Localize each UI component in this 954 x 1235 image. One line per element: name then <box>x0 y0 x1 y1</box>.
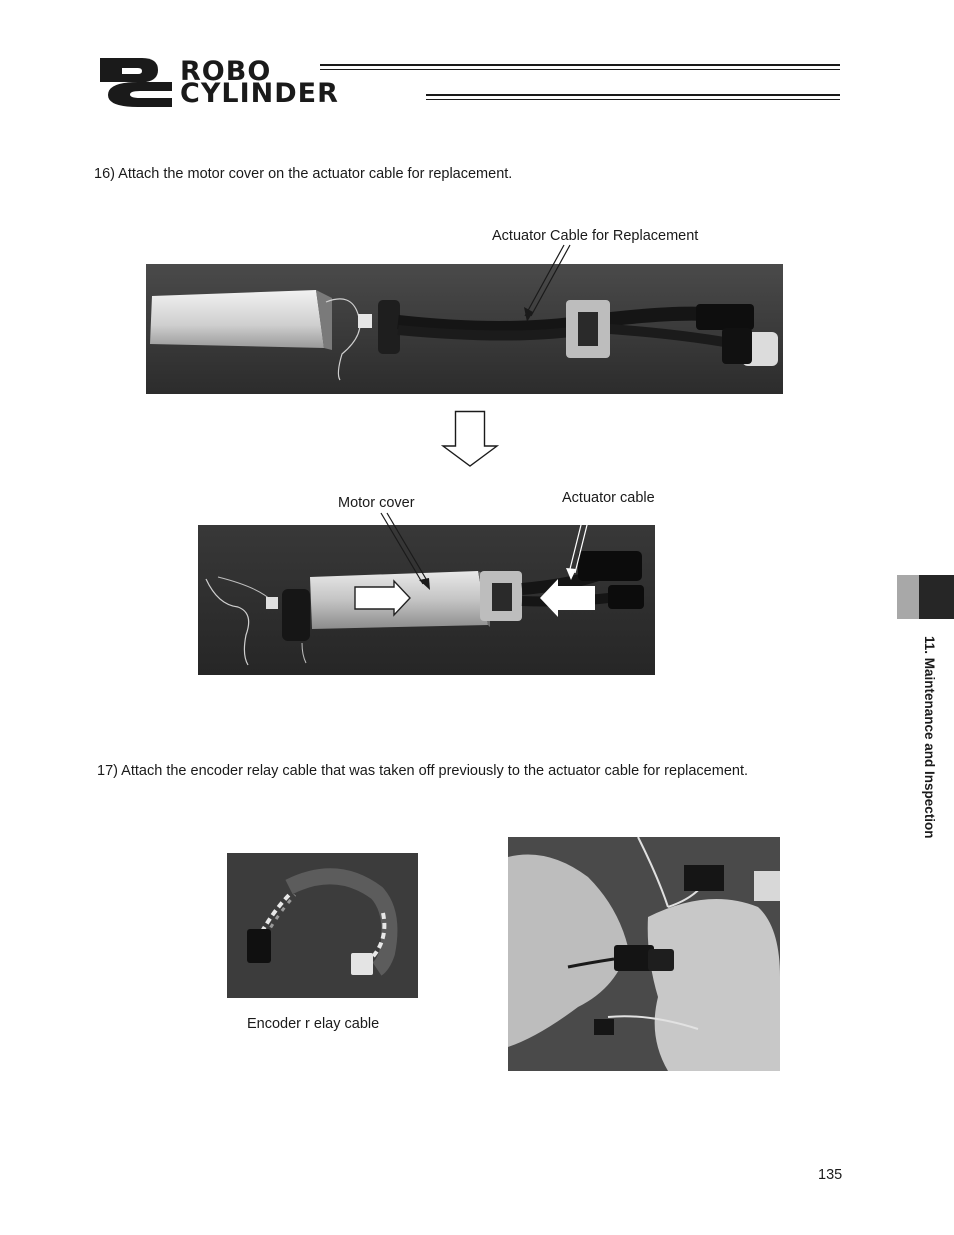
photo-connecting-encoder-cable <box>508 837 780 1071</box>
page-number: 135 <box>818 1167 843 1183</box>
step-16-text: 16) Attach the motor cover on the actuator cable for replacement. <box>94 166 513 182</box>
label-encoder-relay-cable: Encoder r elay cable <box>247 1016 380 1032</box>
label-actuator-cable-replacement: Actuator Cable for Replacement <box>492 228 699 244</box>
hands-photo-illustration <box>508 837 780 1071</box>
logo-line-1: ROBO <box>180 56 272 87</box>
photo-encoder-relay-cable <box>227 853 418 998</box>
side-tab-marker-light <box>897 575 921 619</box>
encoder-cable-photo-illustration <box>227 853 418 998</box>
label-actuator-cable: Actuator cable <box>562 490 655 506</box>
label-motor-cover: Motor cover <box>338 495 415 511</box>
chapter-side-label: 11. Maintenance and Inspection <box>922 636 937 839</box>
step-17-text: 17) Attach the encoder relay cable that was taken off previously to the actuator cable for replacement. <box>97 763 748 779</box>
side-tab-marker-dark <box>919 575 954 619</box>
logo-line-2: CYLINDER <box>180 78 339 109</box>
